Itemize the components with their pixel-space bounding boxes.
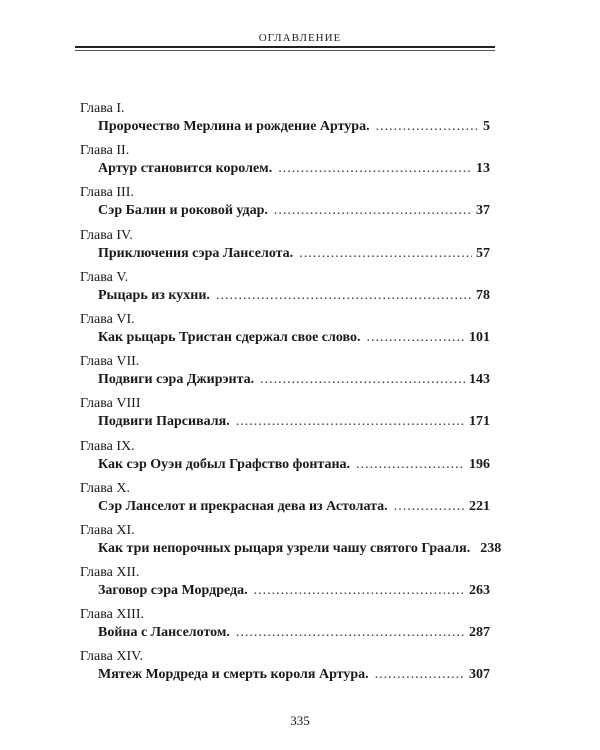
chapter-title: Пророчество Мерлина и рождение Артура. (98, 119, 370, 134)
chapter-title: Заговор сэра Мордреда. (98, 583, 248, 599)
toc-line (98, 245, 490, 263)
chapter-title: Как три непорочных рыцаря узрели чашу святого Грааля. (98, 540, 471, 556)
chapter-title: Война с Ланселотом. (98, 625, 230, 641)
chapter-label: Глава I. (80, 101, 125, 116)
dot-leader (260, 371, 465, 389)
dot-leader (356, 456, 465, 474)
chapter-page-number: 13 (476, 161, 490, 177)
chapter-title: Сэр Балин и роковой удар. (98, 203, 268, 219)
dot-leader (394, 498, 465, 516)
toc-line (98, 287, 490, 305)
table-of-contents (80, 100, 502, 691)
chapter-title: Как сэр Оуэн добыл Графство фонтана. (98, 456, 351, 472)
dot-leader (254, 582, 465, 600)
toc-entry (80, 480, 490, 522)
toc-entry (80, 606, 490, 648)
toc-line (98, 456, 490, 474)
chapter-label: Глава XIV. (80, 649, 143, 665)
chapter-label: Глава XI. (80, 522, 135, 538)
header-rule-thin (75, 50, 495, 51)
chapter-label: Глава XII. (80, 565, 140, 581)
chapter-page-number: 5 (483, 119, 490, 134)
chapter-page-number: 101 (469, 329, 490, 345)
chapter-page-number: 171 (469, 414, 490, 430)
chapter-label: Глава XIII. (80, 607, 144, 623)
dot-leader (236, 624, 465, 642)
chapter-label: Глава IX. (80, 438, 135, 454)
toc-line (98, 160, 490, 178)
chapter-page-number: 78 (476, 287, 490, 303)
toc-line (98, 624, 490, 642)
dot-leader (278, 160, 472, 178)
chapter-label: Глава VII. (80, 354, 140, 370)
chapter-title: Сэр Ланселот и прекрасная дева из Астолата. (98, 498, 388, 514)
chapter-page-number: 238 (480, 540, 502, 556)
chapter-title: Артур становится королем. (98, 161, 273, 177)
chapter-page-number: 143 (469, 372, 490, 388)
toc-entry (80, 100, 490, 142)
chapter-page-number: 307 (469, 667, 490, 683)
toc-entry (80, 184, 490, 226)
toc-entry (80, 522, 502, 564)
chapter-title: Мятеж Мордреда и смерть короля Артура. (98, 667, 369, 683)
chapter-title: Подвиги сэра Джирэнта. (98, 372, 255, 388)
toc-line (98, 202, 490, 220)
dot-leader (236, 413, 465, 431)
chapter-label: Глава V. (80, 269, 129, 285)
chapter-title: Рыцарь из кухни. (98, 287, 210, 303)
toc-line (98, 118, 490, 136)
chapter-title: Как рыцарь Тристан сдержал свое слово. (98, 329, 361, 345)
toc-entry (80, 648, 490, 690)
toc-line (98, 371, 490, 389)
toc-line (98, 498, 490, 516)
chapter-label: Глава II. (80, 143, 130, 159)
chapter-label: Глава IV. (80, 227, 133, 243)
chapter-page-number: 263 (469, 583, 490, 599)
page-number: 335 (290, 713, 310, 728)
toc-line (98, 582, 490, 600)
dot-leader (274, 202, 472, 220)
dot-leader (375, 666, 465, 684)
dot-leader (299, 245, 472, 263)
chapter-title: Приключения сэра Ланселота. (98, 245, 294, 261)
chapter-label: Глава III. (80, 185, 134, 201)
chapter-label: Глава VIII (80, 396, 141, 412)
chapter-page-number: 57 (476, 245, 490, 261)
toc-entry (80, 269, 490, 311)
dot-leader (216, 287, 472, 305)
toc-entry (80, 142, 490, 184)
toc-entry (80, 564, 490, 606)
toc-line (98, 413, 490, 431)
chapter-page-number: 196 (469, 456, 490, 472)
chapter-title: Подвиги Парсиваля. (98, 414, 230, 430)
toc-entry (80, 227, 490, 269)
chapter-page-number: 287 (469, 625, 490, 641)
toc-line (98, 329, 490, 347)
chapter-label: Глава X. (80, 480, 130, 496)
running-header: ОГЛАВЛЕНИЕ (258, 32, 342, 44)
toc-entry (80, 311, 490, 353)
chapter-page-number: 221 (469, 498, 490, 514)
toc-entry (80, 395, 490, 437)
chapter-page-number: 37 (476, 203, 490, 219)
header-rule-thick (75, 46, 495, 48)
chapter-label: Глава VI. (80, 311, 135, 327)
dot-leader (367, 329, 466, 347)
toc-entry (80, 438, 490, 480)
toc-entry (80, 353, 490, 395)
toc-line (98, 666, 490, 684)
dot-leader (376, 118, 479, 136)
toc-line (98, 540, 502, 558)
